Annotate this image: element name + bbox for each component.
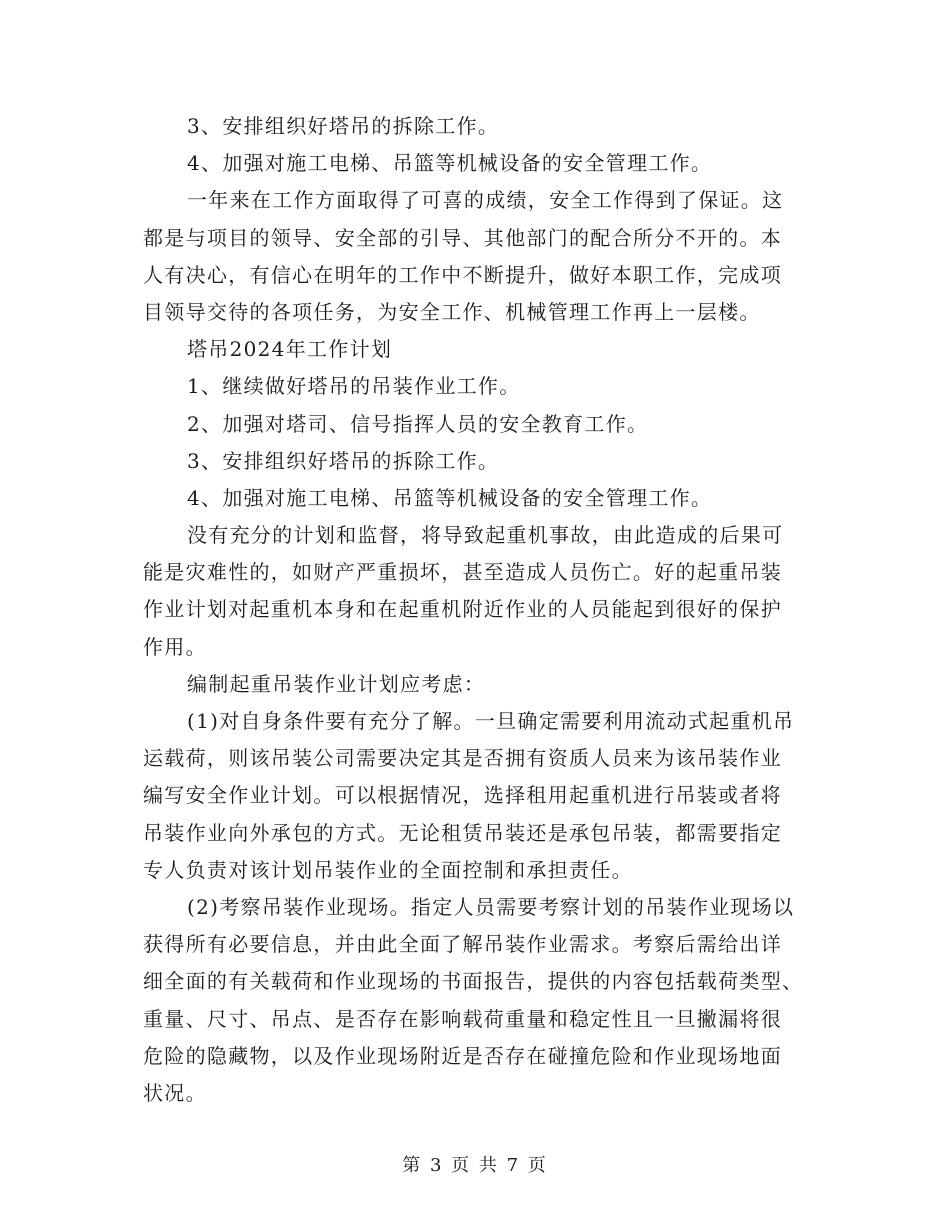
page-footer: 第 3 页 共 7 页 bbox=[402, 1155, 548, 1176]
text-line: 目领导交待的各项任务，为安全工作、机械管理工作再上一层楼。 bbox=[143, 299, 761, 324]
text-line: 编写安全作业计划。可以根据情况，选择租用起重机进行吊装或者将 bbox=[143, 783, 782, 808]
text-line: 状况。 bbox=[143, 1080, 207, 1105]
text-line: 运载荷，则该吊装公司需要决定其是否拥有资质人员来为该吊装作业 bbox=[143, 746, 782, 771]
text-line: 作业计划对起重机本身和在起重机附近作业的人员能起到很好的保护 bbox=[143, 597, 782, 622]
text-line: (2)考察吊装作业现场。指定人员需要考察计划的吊装作业现场以 bbox=[187, 894, 795, 919]
text-line: 能是灾难性的，如财产严重损坏，甚至造成人员伤亡。好的起重吊装 bbox=[143, 560, 782, 585]
text-line: 人有决心，有信心在明年的工作中不断提升，做好本职工作，完成项 bbox=[143, 262, 782, 287]
text-line: 没有充分的计划和监督，将导致起重机事故，由此造成的后果可 bbox=[187, 523, 784, 548]
text-line: 危险的隐藏物，以及作业现场附近是否存在碰撞危险和作业现场地面 bbox=[143, 1043, 782, 1068]
text-line: 4、加强对施工电梯、吊篮等机械设备的安全管理工作。 bbox=[187, 485, 713, 510]
text-line: 一年来在工作方面取得了可喜的成绩，安全工作得到了保证。这 bbox=[187, 188, 784, 213]
text-line: 4、加强对施工电梯、吊篮等机械设备的安全管理工作。 bbox=[187, 151, 713, 176]
text-line: 作用。 bbox=[143, 634, 207, 659]
document-body bbox=[143, 108, 807, 1112]
text-line: 编制起重吊装作业计划应考虑： bbox=[187, 671, 486, 696]
text-line: 3、安排组织好塔吊的拆除工作。 bbox=[187, 448, 500, 473]
text-line: 获得所有必要信息，并由此全面了解吊装作业需求。考察后需给出详 bbox=[143, 932, 782, 957]
text-line: 塔吊2024年工作计划 bbox=[187, 337, 393, 362]
text-line: 1、继续做好塔吊的吊装作业工作。 bbox=[187, 374, 521, 399]
text-line: 重量、尺寸、吊点、是否存在影响载荷重量和稳定性且一旦撇漏将很 bbox=[143, 1006, 782, 1031]
text-line: (1)对自身条件要有充分了解。一旦确定需要利用流动式起重机吊 bbox=[187, 709, 795, 733]
text-line: 细全面的有关载荷和作业现场的书面报告，提供的内容包括载荷类型、 bbox=[143, 969, 804, 994]
text-line: 都是与项目的领导、安全部的引导、其他部门的配合所分不开的。本 bbox=[143, 225, 782, 250]
text-line: 专人负责对该计划吊装作业的全面控制和承担责任。 bbox=[143, 857, 633, 882]
text-line: 吊装作业向外承包的方式。无论租赁吊装还是承包吊装，都需要指定 bbox=[143, 820, 782, 845]
text-line: 2、加强对塔司、信号指挥人员的安全教育工作。 bbox=[187, 411, 649, 436]
text-line: 3、安排组织好塔吊的拆除工作。 bbox=[187, 114, 500, 138]
